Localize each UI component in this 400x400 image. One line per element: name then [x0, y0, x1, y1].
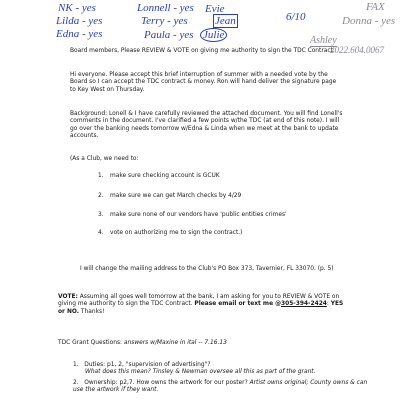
list-text: make sure we can get March checks by 4/29: [110, 193, 242, 199]
list-text: vote on authorizing me to sign the contract.): [110, 230, 243, 236]
question-number: 2.: [73, 380, 79, 386]
handwritten-vote-jean: [213, 16, 238, 27]
handwritten-date: 6/10: [286, 11, 306, 23]
handwritten-fax: FAX: [366, 1, 385, 13]
question-text: Ownership: p2,7. How owns the artwork for our poster?: [84, 380, 250, 386]
vote-body: Assuming all goes well tomorrow at the bank, I am asking for you to REVIEW & VOTE on giving me authority to sign the TDC Contract.: [58, 294, 340, 308]
list-text: make sure checking account is GCUK: [110, 173, 220, 179]
vote-colon: :: [326, 301, 331, 308]
handwritten-vote-lilda: Lilda - yes: [56, 15, 103, 27]
handwritten-vote-evie: Evie: [205, 3, 225, 15]
paragraph-background: Background: Lonell & I have carefully reviewed the attached document. You will find Lonell's comments in the document. I've clarified a few points w/the TDC (at end of this note). I will go over the banking needs tomorrow w/Edna & Linda when we meet at the bank to update accounts.: [70, 111, 343, 140]
handwritten-vote-edna: Edna - yes: [56, 28, 103, 40]
list-number: 1.: [98, 173, 104, 179]
handwritten-vote-julie: [200, 30, 227, 41]
vote-phone-link[interactable]: 305-394-2424: [281, 301, 327, 308]
vote-thanks: Thanks!: [79, 308, 105, 315]
question-item: [73, 380, 373, 395]
handwritten-vote-terry: Terry - yes: [141, 15, 188, 27]
handwritten-phone: 2022.604.0067: [330, 45, 384, 55]
julie-circle: Julie: [200, 28, 227, 42]
jean-box: Jean: [215, 15, 236, 27]
handwritten-vote-paula: Paula - yes: [144, 29, 194, 41]
ashley-name: Ashley: [310, 35, 337, 46]
question-item: [73, 362, 373, 377]
list-number: 2.: [98, 193, 104, 199]
handwritten-vote-nk: NK - yes: [58, 2, 96, 14]
handwritten-vote-donna: Donna - yes: [342, 15, 396, 27]
question-text: Duties: p1, 2, "supervision of advertising"?: [84, 362, 211, 368]
vote-label: VOTE:: [58, 294, 78, 300]
vote-yes-no: YES or NO.: [58, 301, 344, 315]
mailing-address-note: I will change the mailing address to the Club's PO Box 373, Tavernier, FL 33070. (p. 5): [80, 266, 334, 272]
question-answer: Artist owns original; County owns & can use the artwork if they want.: [73, 380, 368, 394]
question-answer: What does this mean? Tinsley & Newman oversee all this as part of the grant.: [85, 369, 316, 376]
question-number: 1.: [73, 362, 79, 368]
tdc-questions-heading: [58, 340, 358, 347]
handwritten-vote-lonnell: Lonnell - yes: [137, 2, 194, 14]
vote-contact-request: Please email or text me @: [194, 301, 282, 308]
vote-paragraph: [58, 294, 348, 316]
intro-text: Board members, Please REVIEW & VOTE on giving me authority to sign the TDC Contract.: [70, 48, 335, 54]
tdc-heading-label: TDC Grant Questions:: [58, 340, 124, 346]
list-number: 4.: [98, 230, 104, 236]
tdc-heading-note: answers w/Maxine in ital -- 7.16.13: [123, 340, 227, 346]
list-number: 3.: [98, 212, 104, 218]
club-need-intro: (As a Club, we need to:: [70, 156, 139, 162]
list-text: make sure none of our vendors have 'public entities crimes': [110, 212, 287, 218]
paragraph-summary: Hi everyone. Please accept this brief interruption of summer with a needed vote by the Board so I can accept the TDC contract & money. Ron will hand deliver the signature page to Key West on Thursday.: [70, 72, 337, 93]
